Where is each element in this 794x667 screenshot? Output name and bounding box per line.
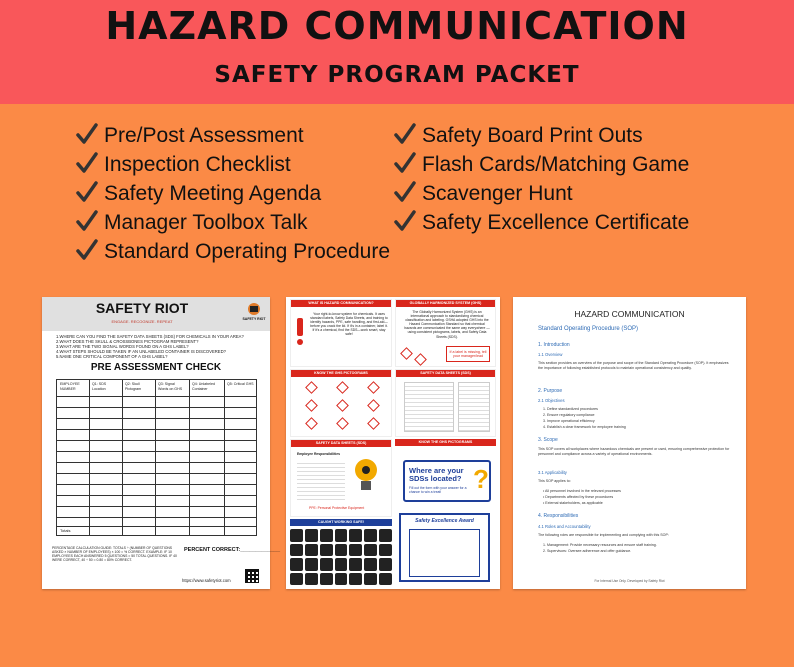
sop-list-item: 1. Define standardized procedures [543,407,598,411]
caught-working-grid [290,529,392,585]
sop-title: HAZARD COMMUNICATION [574,309,685,319]
sop-preview [513,297,746,589]
table-row [57,484,256,485]
table-divider [89,380,90,535]
checklist-item [394,180,573,208]
sop-heading: 1. Introduction [538,342,570,348]
checklist-item [76,238,390,266]
table-row [57,495,256,496]
oxidizer-pictogram-icon [367,417,380,430]
checklist-item-label: Safety Excellence Certificate [422,211,690,234]
sop-subheading: 1.1 Overview [538,352,563,357]
checkmark-icon [394,209,416,233]
assessment-question: 5.NAME ONE CRITICAL COMPONENT OF A GHS LABEL? [56,354,168,359]
sds-location-sub: Fill out the form with your answer for a chance to win a treat! [409,486,467,495]
table-row [57,506,256,507]
assessment-question: 1.WHERE CAN YOU FIND THE SAFETY DATA SHEETS (SDS) FOR CHEMICALS IN YOUR AREA? [56,334,244,339]
checklist-item [394,122,643,150]
award-certificate [399,513,490,582]
assessment-question: 2.WHAT DOES THE SKULL & CROSSBONES PICTOGRAM REPRESENT? [56,339,199,344]
worker-photo [335,558,348,571]
ghs-pictogram-icon [414,353,427,366]
ghs-pictogram-icon [400,347,413,360]
table-header: Q5: Critical GHS [227,382,254,386]
checkmark-icon [394,151,416,175]
worker-photo [335,573,348,586]
table-header: EMPLOYEE NUMBER [60,382,80,391]
worker-photo [349,573,362,586]
printouts-preview [286,297,500,589]
table-row [57,418,256,419]
worker-photo [290,529,303,542]
worker-photo [349,558,362,571]
worker-photo [364,573,377,586]
worker-photo [290,573,303,586]
responsibility-list [297,460,345,500]
table-divider [224,380,225,535]
gas-cylinder-pictogram-icon [367,399,380,412]
pictograms-heading-2: KNOW THE GHS PICTOGRAMS [395,439,496,446]
assessment-table [56,379,257,536]
skull-pictogram-icon [336,381,349,394]
table-divider [189,380,190,535]
sds-responsibility-panel [290,439,392,517]
checkmark-icon [76,180,98,204]
table-header: Q3: Signal Words on GHS [158,382,183,391]
assessment-footnote: PERCENTAGE CALCULATION GUIDE: TOTALS ÷ (NUMBER OF QUESTIONS ASKED × NUMBER OF EMPLOYEES) × 100 = % CORRECT. EXAMPLE: IF 10 EMPLOYEES EACH ANSWERED 5 QUESTIONS = 50 TOTAL QUESTIONS. IF 40 WERE CORRECT, 40 ÷ 50 = 0.80 = 80% CORRECT. [52,546,177,562]
checkmark-icon [394,180,416,204]
assessment-brand: SAFETY RIOT [95,300,189,316]
award-title: Safety Excellence Award [415,518,474,524]
checklist-item-label: Flash Cards/Matching Game [422,153,690,176]
sop-heading: 2. Purpose [538,388,563,394]
worker-photo [290,558,303,571]
ghs-panel [395,299,496,367]
assessment-check-title: PRE ASSESSMENT CHECK [90,362,222,373]
sds-heading: SAFETY DATA SHEETS (SDS) [396,370,495,377]
checklist-item-label: Safety Board Print Outs [422,124,643,147]
lightbulb-icon [351,454,381,498]
sds-location-card [403,460,491,502]
worker-photo [335,544,348,557]
worker-photo [379,544,392,557]
worker-photo [320,544,333,557]
checklist-item [76,122,304,150]
sds-heading-2: SAFETY DATA SHEETS (SDS) [291,440,391,447]
table-row [57,451,256,452]
employee-responsibilities: Employee Responsibilities [297,452,340,456]
sds-list-icon [458,382,490,432]
assessment-header [42,297,270,331]
sop-paragraph: This section provides an overview of the purpose and scope of the Standard Operating Procedure (SOP). It emphasizes the importance of following established protocols to maintain operational consistency and quality. [538,361,729,370]
table-divider [122,380,123,535]
worker-photo [379,573,392,586]
pictogram-grid [297,380,387,431]
safety-riot-logo-icon [244,301,264,325]
logo-text: SAFETY RIOT [242,317,266,321]
table-row [57,526,256,527]
table-row [57,517,256,518]
sop-paragraph: This SOP covers all workplaces where hazardous chemicals are present or used, ensuring comprehensive protection for personnel and compliance across a variety of operational environments. [538,447,730,456]
checklist-item-label: Safety Meeting Agenda [104,182,322,205]
environment-pictogram-icon [336,417,349,430]
worker-photo [305,544,318,557]
sop-list-item: 4. Establish a clear framework for employee training [543,425,626,429]
ghs-text: The Globally Harmonized System (GHS) is an international approach to standardizing chemical classification and labeling. OSHA adopted GHS into the Hazard Communication Standard so that chemical hazards are communicated the same way everywhere — using consistent pictograms, labels, and Safety Data Sheets (SDS). [404,310,490,339]
table-header: Q2: Skull Pictogram [125,382,142,391]
percent-correct-label: PERCENT CORRECT:_____________ [184,547,280,553]
worker-photo [320,529,333,542]
sop-subheading: 4.1 Roles and Accountability [538,524,591,529]
health-hazard-pictogram-icon [336,399,349,412]
sop-subheading: 3.1 Applicability [538,470,567,475]
sop-heading: 4. Responsibilities [538,513,579,519]
checkmark-icon [394,122,416,146]
checkmark-icon [76,151,98,175]
ghs-heading: GLOBALLY HARMONIZED SYSTEM (GHS) [396,300,495,307]
sop-subtitle: Standard Operating Procedure (SOP) [538,326,639,332]
question-mark-icon: ? [473,464,489,494]
sop-list-item: • External stakeholders, as applicable [543,501,603,505]
sop-list-item: 1. Management: Provide necessary resources and ensure staff training. [543,543,657,547]
sop-list-item: 3. Improve operational efficiency [543,419,595,423]
table-row [57,473,256,474]
worker-photo [305,558,318,571]
assessment-question: 4.WHAT STEPS SHOULD BE TAKEN IF AN UNLABELED CONTAINER IS DISCOVERED? [56,349,226,354]
worker-photo [290,544,303,557]
pictograms-panel [290,369,392,437]
table-row [57,429,256,430]
checklist-item-label: Pre/Post Assessment [104,124,304,147]
worker-photo [349,529,362,542]
worker-photo [379,529,392,542]
table-row [57,440,256,441]
assessment-question: 3.WHAT ARE THE TWO SIGNAL WORDS FOUND ON A GHS LABEL? [56,344,189,349]
sds-location-prompt: Where are your SDSs located? [409,466,464,483]
checkmark-icon [76,209,98,233]
table-row [57,396,256,397]
sop-list-item: 2. Ensure regulatory compliance [543,413,595,417]
table-header: Q4: Unlabeled Container [192,382,215,391]
page-subtitle: SAFETY PROGRAM PACKET [214,62,580,88]
sop-heading: 3. Scope [538,437,558,443]
what-is-text: Your right-to-know system for chemicals. It uses standard labels, Safety Data Sheets, and training to identify hazards, PPE, safe handling, and first-aid—before you crack the lid. If it's in a container, label it. If it's a chemical, find the SDS—work smart, stay safe! [310,312,388,337]
worker-photo [320,573,333,586]
checklist-item [394,209,689,237]
worker-photo [320,558,333,571]
certificate-frame [409,529,480,577]
checklist-item-label: Scavenger Hunt [422,182,573,205]
exclamation-pictogram-icon [305,399,318,412]
worker-photo [364,544,377,557]
checklist-item-label: Manager Toolbox Talk [104,211,308,234]
sop-list-item: 2. Supervisors: Oversee adherence and offer guidance. [543,549,632,553]
worker-photo [379,558,392,571]
caught-working-heading: CAUGHT WORKING SAFE! [290,519,392,526]
worker-photo [335,529,348,542]
table-header: Q1: SDS Location [92,382,107,391]
checkmark-icon [76,122,98,146]
page-title: HAZARD COMMUNICATION [105,4,689,48]
checklist-item-label: Standard Operating Procedure [104,240,391,263]
checklist-item-label: Inspection Checklist [104,153,291,176]
checklist-item [76,151,291,179]
pictograms-heading: KNOW THE GHS PICTOGRAMS [291,370,391,377]
sds-panel [395,369,496,437]
checkmark-icon [76,238,98,262]
worker-photo [364,558,377,571]
exploding-bomb-pictogram-icon [305,417,318,430]
what-is-panel [290,299,392,367]
checklist-item [76,209,308,237]
sop-paragraph: The following roles are responsible for implementing and complying with this SOP: [538,533,669,537]
qr-code-icon [245,569,259,583]
sds-document-icon [404,382,454,432]
pictograms-panel-2 [395,439,496,455]
checklist-item [394,151,689,179]
table-row [57,462,256,463]
worker-photo [349,544,362,557]
sop-list-item: • All personnel involved in the relevant processes [543,489,621,493]
sop-subheading: 2.1 Objectives [538,398,565,403]
worker-photo [305,573,318,586]
table-row [57,407,256,408]
what-is-heading: WHAT IS HAZARD COMMUNICATION? [291,300,391,307]
assessment-preview [42,297,280,589]
assessment-tagline: ENGAGE. RECOGNIZE. REPEAT [111,319,173,324]
sop-paragraph: This SOP applies to: [538,479,571,483]
sop-footer: For Internal Use Only. Developed by Safety Riot [594,579,665,583]
assessment-url: https://www.safetyriot.com [182,578,231,583]
sop-list-item: • Departments affected by these procedures [543,495,614,499]
exclamation-icon [296,318,304,346]
corrosion-pictogram-icon [367,381,380,394]
ppe-label: PPE: Personal Protective Equipment [309,506,365,510]
flame-pictogram-icon [305,381,318,394]
worker-photo [364,529,377,542]
missing-label-note: If a label is missing, tell your manager/lead [446,346,490,362]
title-banner [0,0,794,104]
table-total-label: Totals [60,528,71,533]
worker-photo [305,529,318,542]
checklist-item [76,180,321,208]
table-divider [155,380,156,535]
